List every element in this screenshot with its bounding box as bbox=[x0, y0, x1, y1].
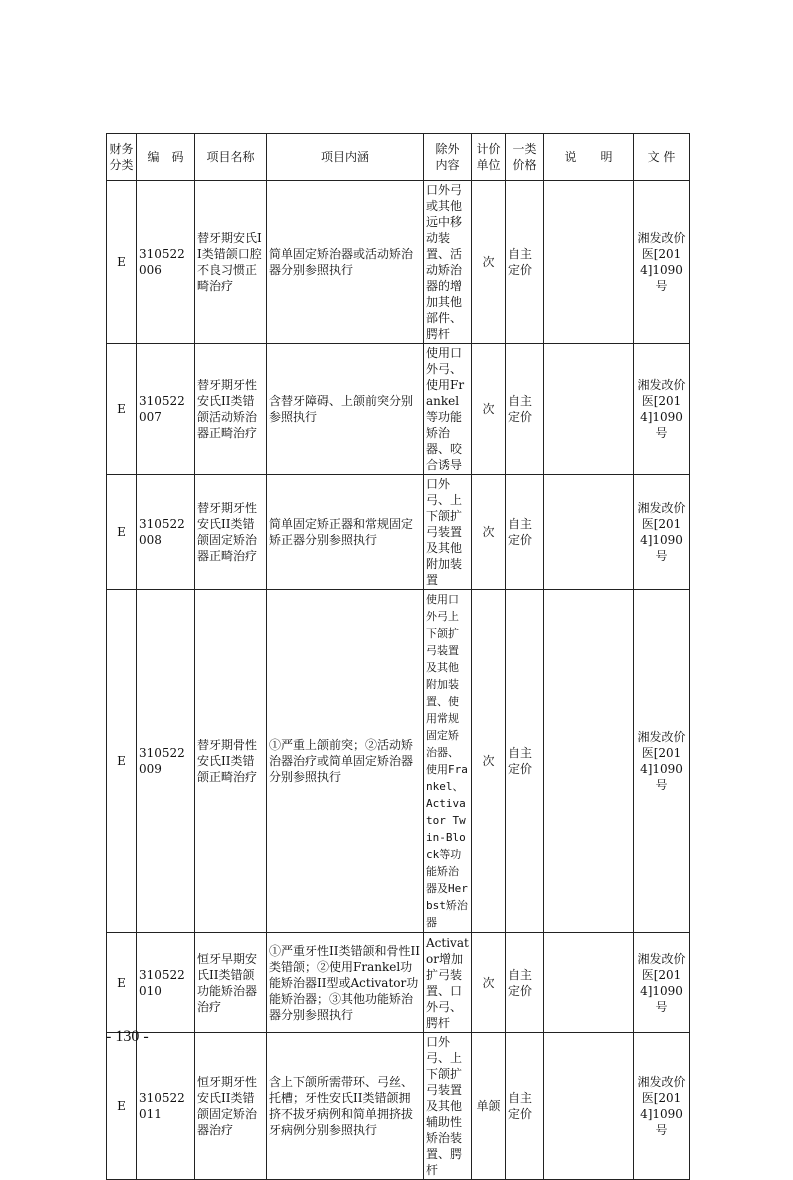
header-code: 编 码 bbox=[137, 134, 195, 181]
cell-content: 简单固定矫正器和常规固定矫正器分别参照执行 bbox=[267, 475, 424, 590]
cell-category: E bbox=[107, 933, 137, 1033]
page-number: - 130 - bbox=[106, 1028, 149, 1045]
cell-unit: 次 bbox=[472, 933, 506, 1033]
cell-exclusions: 使用口外弓上下颌扩弓装置及其他附加装置、使用常规固定矫治器、使用Frankel、Activator Twin-Block等功能矫治器及Herbst矫治器 bbox=[424, 590, 472, 933]
cell-name: 替牙期骨性安氏II类错颌正畸治疗 bbox=[195, 590, 267, 933]
cell-content: 简单固定矫治器或活动矫治器分别参照执行 bbox=[267, 181, 424, 344]
table-row bbox=[107, 590, 690, 933]
cell-category: E bbox=[107, 344, 137, 475]
table-row bbox=[107, 933, 690, 1033]
cell-name: 替牙期牙性安氏II类错颌固定矫治器正畸治疗 bbox=[195, 475, 267, 590]
cell-category: E bbox=[107, 475, 137, 590]
header-notes: 说 明 bbox=[544, 134, 634, 181]
cell-category: E bbox=[107, 1033, 137, 1180]
cell-document: 湘发改价医[2014]1090号 bbox=[634, 181, 690, 344]
cell-price: 自主定价 bbox=[506, 344, 544, 475]
header-unit: 计价 单位 bbox=[472, 134, 506, 181]
cell-exclusions: 口外弓、上下颌扩弓装置及其他辅助性矫治装置、腭杆 bbox=[424, 1033, 472, 1180]
cell-code: 310522007 bbox=[137, 344, 195, 475]
header-exclusions: 除外 内容 bbox=[424, 134, 472, 181]
table-row bbox=[107, 1033, 690, 1180]
cell-notes bbox=[544, 344, 634, 475]
cell-category: E bbox=[107, 181, 137, 344]
cell-document: 湘发改价医[2014]1090号 bbox=[634, 475, 690, 590]
cell-exclusions: 口外弓或其他远中移动装置、活动矫治器的增加其他部件、腭杆 bbox=[424, 181, 472, 344]
cell-code: 310522009 bbox=[137, 590, 195, 933]
cell-code: 310522008 bbox=[137, 475, 195, 590]
table-row bbox=[107, 344, 690, 475]
cell-unit: 单颌 bbox=[472, 1033, 506, 1180]
cell-code: 310522006 bbox=[137, 181, 195, 344]
cell-exclusions: 使用口外弓、使用Frankel等功能矫治器、咬合诱导 bbox=[424, 344, 472, 475]
cell-exclusions: Activator增加扩弓装置、口外弓、腭杆 bbox=[424, 933, 472, 1033]
cell-unit: 次 bbox=[472, 590, 506, 933]
cell-category: E bbox=[107, 590, 137, 933]
cell-price: 自主定价 bbox=[506, 590, 544, 933]
cell-notes bbox=[544, 933, 634, 1033]
cell-document: 湘发改价医[2014]1090号 bbox=[634, 344, 690, 475]
cell-name: 恒牙期牙性安氏II类错颌固定矫治器治疗 bbox=[195, 1033, 267, 1180]
cell-code: 310522010 bbox=[137, 933, 195, 1033]
cell-document: 湘发改价医[2014]1090号 bbox=[634, 590, 690, 933]
cell-code: 310522011 bbox=[137, 1033, 195, 1180]
header-content: 项目内涵 bbox=[267, 134, 424, 181]
header-category: 财务 分类 bbox=[107, 134, 137, 181]
cell-name: 替牙期安氏II类错颌口腔不良习惯正畸治疗 bbox=[195, 181, 267, 344]
cell-unit: 次 bbox=[472, 344, 506, 475]
header-document: 文 件 bbox=[634, 134, 690, 181]
cell-content: ①严重上颌前突；②活动矫治器治疗或简单固定矫治器分别参照执行 bbox=[267, 590, 424, 933]
header-price: 一类 价格 bbox=[506, 134, 544, 181]
cell-price: 自主定价 bbox=[506, 1033, 544, 1180]
cell-notes bbox=[544, 1033, 634, 1180]
cell-notes bbox=[544, 590, 634, 933]
cell-notes bbox=[544, 181, 634, 344]
cell-exclusions: 口外弓、上下颌扩弓装置及其他附加装置 bbox=[424, 475, 472, 590]
cell-name: 恒牙早期安氏II类错颌功能矫治器治疗 bbox=[195, 933, 267, 1033]
cell-content: ①严重牙性II类错颌和骨性II类错颌；②使用Frankel功能矫治器II型或Activator功能矫治器；③其他功能矫治器分别参照执行 bbox=[267, 933, 424, 1033]
header-name: 项目名称 bbox=[195, 134, 267, 181]
cell-notes bbox=[544, 475, 634, 590]
cell-price: 自主定价 bbox=[506, 933, 544, 1033]
cell-document: 湘发改价医[2014]1090号 bbox=[634, 933, 690, 1033]
cell-price: 自主定价 bbox=[506, 475, 544, 590]
table-header-row bbox=[107, 134, 690, 181]
cell-content: 含替牙障碍、上颌前突分别参照执行 bbox=[267, 344, 424, 475]
table-row bbox=[107, 181, 690, 344]
cell-unit: 次 bbox=[472, 181, 506, 344]
cell-name: 替牙期牙性安氏II类错颌活动矫治器正畸治疗 bbox=[195, 344, 267, 475]
cell-content: 含上下颌所需带环、弓丝、托槽；牙性安氏II类错颌拥挤不拔牙病例和简单拥挤拔牙病例分别参照执行 bbox=[267, 1033, 424, 1180]
table-row bbox=[107, 475, 690, 590]
cell-price: 自主定价 bbox=[506, 181, 544, 344]
cell-unit: 次 bbox=[472, 475, 506, 590]
fee-schedule-table bbox=[106, 133, 690, 1180]
cell-document: 湘发改价医[2014]1090号 bbox=[634, 1033, 690, 1180]
